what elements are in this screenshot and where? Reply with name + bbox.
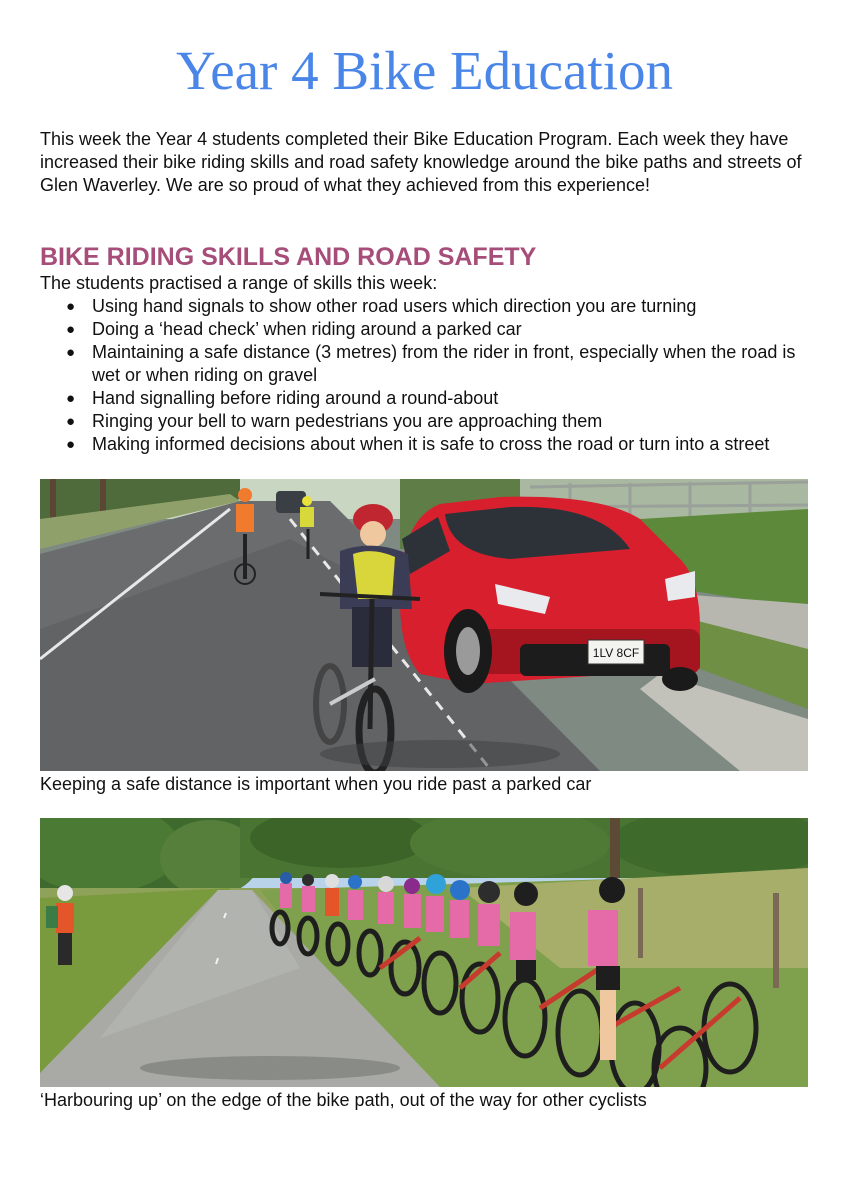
photo-caption: Keeping a safe distance is important when you ride past a parked car [40, 774, 592, 794]
license-plate: 1LV 8CF [592, 646, 640, 660]
list-item: ● Doing a ‘head check’ when riding around a parked car [66, 318, 816, 341]
bike-path-photo [40, 818, 808, 1087]
list-item: ● Ringing your bell to warn pedestrians you are approaching them [66, 410, 816, 433]
list-item: ● Maintaining a safe distance (3 metres) from the rider in front, especially when the road is wet or when riding on gravel [66, 341, 816, 387]
street-photo [40, 479, 808, 771]
intro-paragraph: This week the Year 4 students completed their Bike Education Program. Each week they have increased their bike riding skills and road safety knowledge around the bike paths and streets of Glen Waverley. We are so proud of what they achieved from this experience! [40, 129, 802, 195]
skills-list [66, 295, 816, 456]
photo-caption: ‘Harbouring up’ on the edge of the bike path, out of the way for other cyclists [40, 1090, 647, 1110]
page-title: Year 4 Bike Education [176, 40, 673, 101]
list-item: ● Using hand signals to show other road users which direction you are turning [66, 295, 816, 318]
section-lead: The students practised a range of skills this week: [40, 273, 438, 293]
section-heading: BIKE RIDING SKILLS AND ROAD SAFETY [40, 243, 537, 271]
list-item: ● Hand signalling before riding around a round-about [66, 387, 816, 410]
list-item: ● Making informed decisions about when it is safe to cross the road or turn into a street [66, 433, 816, 456]
